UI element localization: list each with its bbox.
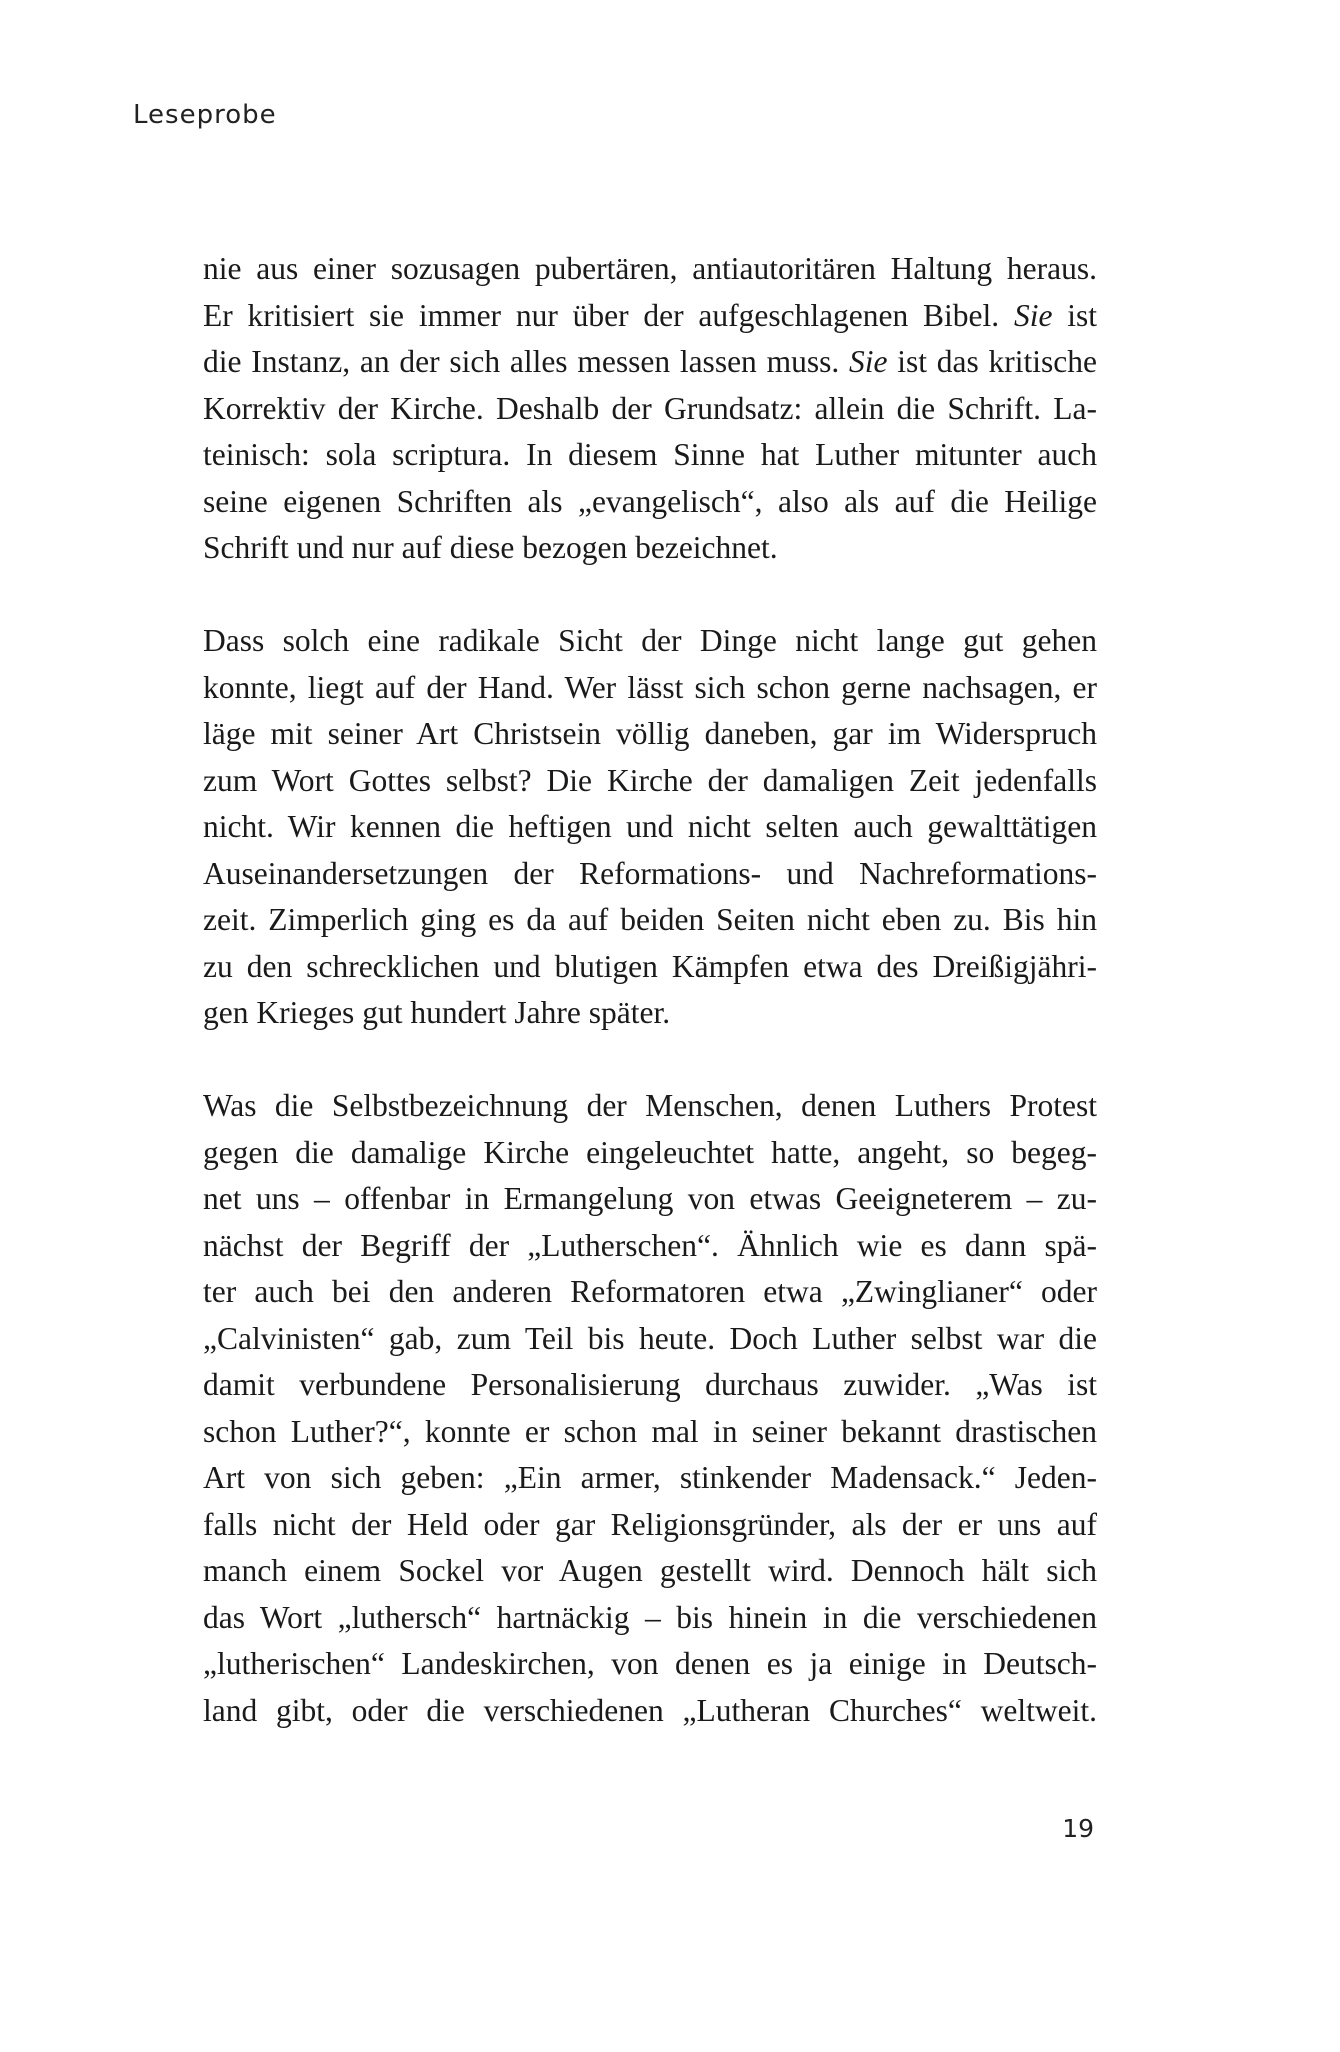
running-header: Leseprobe: [133, 100, 277, 130]
text-line: nie aus einer sozusagen pubertären, antiautoritären Haltung heraus.: [203, 251, 1097, 286]
emphasis: Sie: [1013, 297, 1053, 333]
text-line: „Calvinisten“ gab, zum Teil bis heute. Doch Luther selbst war die: [203, 1320, 1097, 1356]
text-line: net uns – offenbar in Ermangelung von etwas Geeigneterem – zu-: [203, 1181, 1097, 1216]
text-line: zeit. Zimperlich ging es da auf beiden Seiten nicht eben zu. Bis hin: [203, 902, 1097, 937]
text-line: Was die Selbstbezeichnung der Menschen, denen Luthers Protest: [203, 1088, 1097, 1123]
text-line: Korrektiv der Kirche. Deshalb der Grundsatz: allein die Schrift. La-: [203, 390, 1097, 426]
page-number: 19: [1062, 1814, 1094, 1843]
text-line: das Wort „luthersch“ hartnäckig – bis hinein in die verschiedenen: [203, 1599, 1097, 1635]
text-line: teinisch: sola scriptura. In diesem Sinne hat Luther mitunter auch: [203, 437, 1097, 472]
text-line: seine eigenen Schriften als „evangelisch“, also als auf die Heilige: [203, 483, 1097, 519]
text-line: ter auch bei den anderen Reformatoren etwa „Zwinglianer“ oder: [203, 1274, 1097, 1309]
text-line: konnte, liegt auf der Hand. Wer lässt sich schon gerne nachsagen, er: [203, 669, 1097, 705]
text-line: läge mit seiner Art Christsein völlig daneben, gar im Widerspruch: [203, 716, 1097, 751]
text-line: falls nicht der Held oder gar Religionsgründer, als der er uns auf: [203, 1506, 1097, 1542]
emphasis: Sie: [849, 344, 888, 379]
text-line: manch einem Sockel vor Augen gestellt wird. Dennoch hält sich: [203, 1553, 1097, 1588]
text-line: Schrift und nur auf diese bezogen bezeichnet.: [203, 530, 778, 565]
text-line: „lutherischen“ Landeskirchen, von denen es ja einige in Deutsch-: [203, 1646, 1097, 1681]
text-line: Dass solch eine radikale Sicht der Dinge nicht lange gut gehen: [203, 623, 1097, 658]
text-line: Auseinandersetzungen der Reformations- und Nachreformations-: [203, 855, 1097, 891]
body-text: [203, 246, 1097, 1734]
text-line: nächst der Begriff der „Lutherschen“. Ähnlich wie es dann spä-: [203, 1227, 1097, 1263]
text-line: damit verbundene Personalisierung durchaus zuwider. „Was ist: [203, 1367, 1097, 1402]
text-line: Art von sich geben: „Ein armer, stinkender Madensack.“ Jeden-: [203, 1460, 1097, 1495]
paragraph-3: [203, 1083, 1097, 1734]
text-line: zum Wort Gottes selbst? Die Kirche der damaligen Zeit jedenfalls: [203, 762, 1097, 798]
text-line: schon Luther?“, konnte er schon mal in seiner bekannt drastischen: [203, 1413, 1097, 1449]
text-line: Er kritisiert sie immer nur über der aufgeschlagenen Bibel. Sie ist: [203, 297, 1097, 333]
text-line: zu den schrecklichen und blutigen Kämpfen etwa des Dreißigjähri-: [203, 948, 1097, 984]
paragraph-gap: [203, 572, 1097, 619]
paragraph-2: [203, 618, 1097, 1037]
text-line: gen Krieges gut hundert Jahre später.: [203, 995, 671, 1030]
paragraph-1: [203, 246, 1097, 572]
text-line: nicht. Wir kennen die heftigen und nicht selten auch gewalttätigen: [203, 809, 1097, 844]
text-line: gegen die damalige Kirche eingeleuchtet hatte, angeht, so begeg-: [203, 1134, 1097, 1170]
text-line: die Instanz, an der sich alles messen lassen muss. Sie ist das kritische: [203, 344, 1097, 379]
text-line: land gibt, oder die verschiedenen „Lutheran Churches“ weltweit.: [203, 1692, 1097, 1728]
paragraph-gap: [203, 1037, 1097, 1084]
